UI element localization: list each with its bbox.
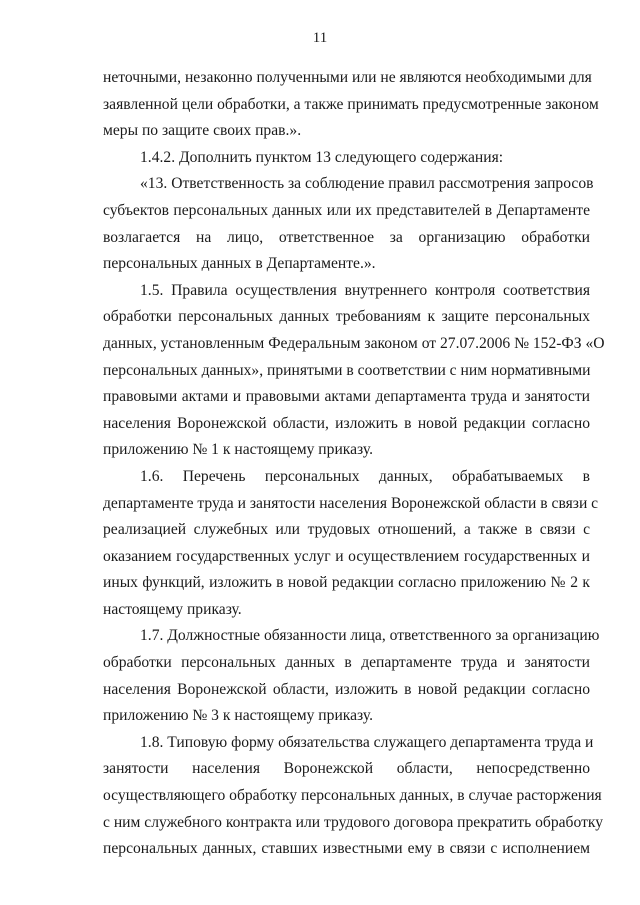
text-line: приложению № 1 к настоящему приказу. [103, 441, 374, 459]
text-line: возлагается на лицо, ответственное за организацию обработки [103, 228, 590, 246]
text-line: обработки персональных данных требованиям к защите персональных [103, 308, 590, 326]
body-text [103, 65, 605, 863]
text-line: персональных данных», принятыми в соответствии с ним нормативными [103, 361, 591, 379]
text-line: департаменте труда и занятости населения Воронежской области в связи с [103, 494, 599, 512]
text-line: 1.7. Должностные обязанности лица, ответственного за организацию [140, 627, 600, 645]
paragraph [103, 623, 600, 729]
text-line: с ним служебного контракта или трудового договора прекратить обработку [103, 813, 604, 831]
text-line: меры по защите своих прав.». [103, 122, 302, 140]
text-line: субъектов персональных данных или их представителей в Департаменте [103, 201, 590, 219]
paragraph [103, 145, 590, 172]
text-line: правовыми актами и правовыми актами департамента труда и занятости [103, 388, 590, 406]
paragraph [103, 65, 599, 145]
text-line: заявленной цели обработки, а также принимать предусмотренные законом [103, 95, 599, 113]
paragraph [103, 171, 594, 277]
text-line: 1.5. Правила осуществления внутреннего контроля соответствия [140, 281, 590, 299]
text-line: неточными, незаконно полученными или не являются необходимыми для [103, 69, 592, 86]
text-line: обработки персональных данных в департаменте труда и занятости [103, 654, 590, 672]
text-line: персональных данных, ставших известными ему в связи с исполнением [103, 840, 590, 858]
text-line: данных, установленным Федеральным законом от 27.07.2006 № 152-ФЗ «О [103, 334, 605, 352]
text-line: 1.4.2. Дополнить пунктом 13 следующего содержания: [140, 148, 504, 166]
paragraph [103, 464, 599, 624]
text-line: 1.8. Типовую форму обязательства служащего департамента труда и [140, 733, 594, 751]
text-line: иных функций, изложить в новой редакции согласно приложению № 2 к [103, 574, 590, 592]
text-line: оказанием государственных услуг и осуществлением государственных и [103, 547, 590, 565]
text-line: настоящему приказу. [103, 600, 242, 618]
text-line: населения Воронежской области, изложить в новой редакции согласно [103, 414, 590, 432]
text-line: осуществляющего обработку персональных данных, в случае расторжения [103, 787, 602, 805]
text-line: 1.6. Перечень персональных данных, обрабатываемых в [140, 467, 590, 485]
text-line: приложению № 3 к настоящему приказу. [103, 707, 374, 725]
page-number: 11 [312, 30, 328, 46]
text-line: персональных данных в Департаменте.». [103, 255, 376, 273]
text-line: населения Воронежской области, изложить в новой редакции согласно [103, 680, 590, 698]
paragraph [103, 730, 604, 863]
text-line: занятости населения Воронежской области, непосредственно [103, 760, 590, 778]
text-line: «13. Ответственность за соблюдение правил рассмотрения запросов [140, 175, 594, 193]
text-line: реализацией служебных или трудовых отношений, а также в связи с [103, 521, 590, 539]
paragraph [103, 278, 605, 464]
